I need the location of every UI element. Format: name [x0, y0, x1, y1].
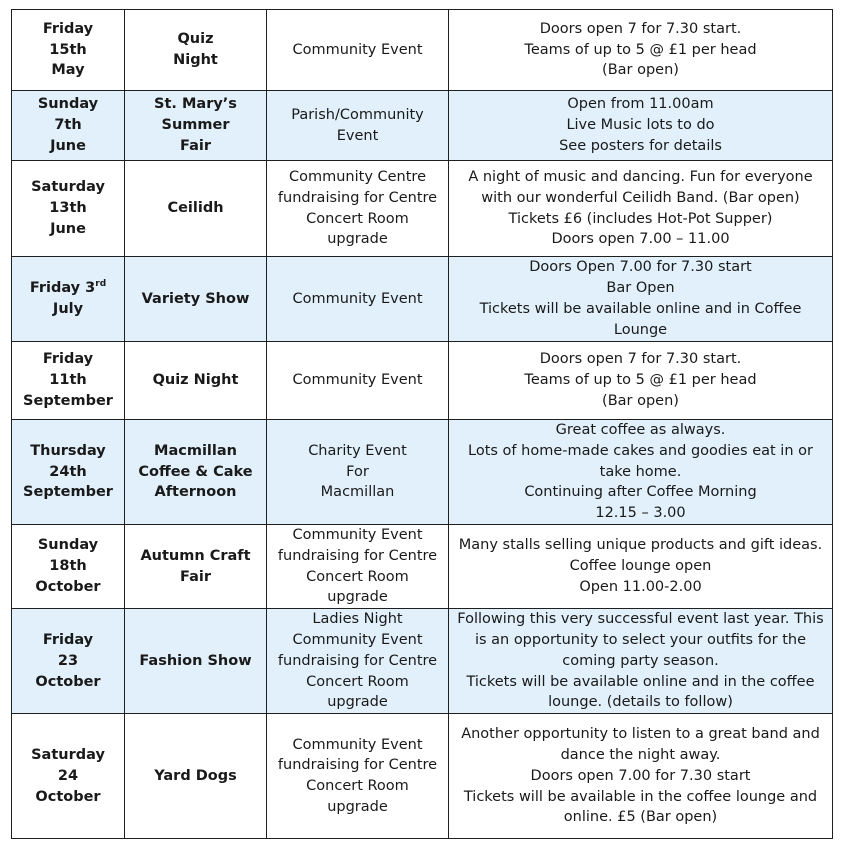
event-title: Quiz Night — [125, 342, 267, 420]
event-title: Yard Dogs — [125, 714, 267, 839]
event-details: Doors open 7 for 7.30 start. Teams of up to 5 @ £1 per head (Bar open) — [449, 342, 833, 420]
event-details: Doors open 7 for 7.30 start. Teams of up to 5 @ £1 per head (Bar open) — [449, 10, 833, 91]
event-title: Variety Show — [125, 257, 267, 342]
event-title: Ceilidh — [125, 161, 267, 257]
event-details: Following this very successful event last year. This is an opportunity to select your outfits for the coming party season. Tickets will be available online and in the coffee lounge. (details to follow) — [449, 609, 833, 714]
event-row — [12, 714, 833, 839]
event-title: Fashion Show — [125, 609, 267, 714]
event-row — [12, 609, 833, 714]
event-date: Thursday 24th September — [12, 420, 125, 525]
event-details: A night of music and dancing. Fun for everyone with our wonderful Ceilidh Band. (Bar open) Tickets £6 (includes Hot-Pot Supper) Doors open 7.00 – 11.00 — [449, 161, 833, 257]
event-title: Autumn Craft Fair — [125, 525, 267, 609]
event-date: Saturday 24 October — [12, 714, 125, 839]
event-row — [12, 420, 833, 525]
event-details: Many stalls selling unique products and gift ideas. Coffee lounge open Open 11.00-2.00 — [449, 525, 833, 609]
event-title: Macmillan Coffee & Cake Afternoon — [125, 420, 267, 525]
event-date: Sunday 18th October — [12, 525, 125, 609]
event-type: Ladies Night Community Event fundraising for Centre Concert Room upgrade — [267, 609, 449, 714]
event-date: Sunday 7th June — [12, 91, 125, 161]
event-row — [12, 10, 833, 91]
event-date: Friday 3rd July — [12, 257, 125, 342]
event-type: Community Event — [267, 342, 449, 420]
event-details: Open from 11.00am Live Music lots to do See posters for details — [449, 91, 833, 161]
event-type: Community Event fundraising for Centre Concert Room upgrade — [267, 525, 449, 609]
event-date: Friday 11th September — [12, 342, 125, 420]
event-title: St. Mary’s Summer Fair — [125, 91, 267, 161]
event-type: Community Event fundraising for Centre Concert Room upgrade — [267, 714, 449, 839]
event-type: Community Centre fundraising for Centre Concert Room upgrade — [267, 161, 449, 257]
events-table — [11, 9, 833, 839]
event-details: Doors Open 7.00 for 7.30 start Bar Open Tickets will be available online and in Coffee Lounge — [449, 257, 833, 342]
event-details: Great coffee as always. Lots of home-made cakes and goodies eat in or take home. Continuing after Coffee Morning 12.15 – 3.00 — [449, 420, 833, 525]
event-type: Charity Event For Macmillan — [267, 420, 449, 525]
event-title: Quiz Night — [125, 10, 267, 91]
event-row — [12, 161, 833, 257]
event-row — [12, 525, 833, 609]
event-row — [12, 257, 833, 342]
event-date: Friday 15th May — [12, 10, 125, 91]
event-type: Parish/Community Event — [267, 91, 449, 161]
event-date: Friday 23 October — [12, 609, 125, 714]
event-type: Community Event — [267, 10, 449, 91]
event-row — [12, 342, 833, 420]
event-row — [12, 91, 833, 161]
event-details: Another opportunity to listen to a great band and dance the night away. Doors open 7.00 for 7.30 start Tickets will be available in the coffee lounge and online. £5 (Bar open) — [449, 714, 833, 839]
event-date: Saturday 13th June — [12, 161, 125, 257]
event-type: Community Event — [267, 257, 449, 342]
